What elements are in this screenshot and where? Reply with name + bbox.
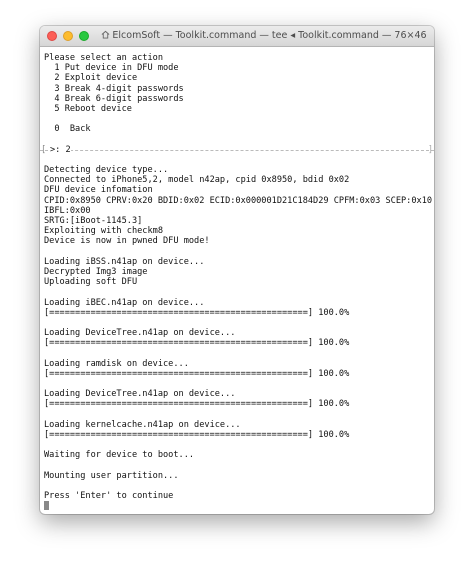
press-enter-line: Press 'Enter' to continue [44, 491, 174, 502]
menu-option-1: 1 Put device in DFU mode [44, 63, 179, 74]
separator-left-mark: [ [41, 144, 47, 155]
progress-bar: [==================================================] 100.0% [44, 429, 350, 440]
output-line: Connected to iPhone5,2, model n42ap, cpid 0x8950, bdid 0x02 [44, 175, 350, 186]
window-title-container [100, 26, 428, 46]
input-separator [41, 144, 433, 155]
progress-label: Loading iBEC.n41ap on device... [44, 297, 205, 308]
window-title: ElcomSoft — Toolkit.command — tee ◂ Toolkit.command — 76×46 [112, 30, 427, 41]
progress-label: Loading ramdisk on device... [44, 358, 189, 369]
menu-option-2: 2 Exploit device [44, 73, 138, 84]
text-cursor [44, 501, 49, 510]
title-bar[interactable] [40, 26, 434, 47]
waiting-line: Waiting for device to boot... [44, 450, 195, 461]
menu-option-3: 3 Break 4-digit passwords [44, 83, 184, 94]
zoom-button[interactable] [79, 31, 89, 41]
home-folder-icon [101, 30, 110, 39]
progress-bar: [==================================================] 100.0% [44, 307, 350, 318]
progress-label: Loading DeviceTree.n41ap on device... [44, 389, 236, 400]
minimize-button[interactable] [63, 31, 73, 41]
terminal-window [40, 26, 434, 514]
output-line: Decrypted Img3 image [44, 266, 148, 277]
separator-right-mark: ] [427, 144, 433, 155]
close-button[interactable] [47, 31, 57, 41]
progress-bar: [==================================================] 100.0% [44, 368, 350, 379]
output-line: DFU device infomation [44, 185, 153, 196]
mounting-line: Mounting user partition... [44, 470, 179, 481]
output-line: Device is now in pwned DFU mode! [44, 236, 210, 247]
output-line: Exploiting with checkm8 [44, 226, 163, 237]
output-line: IBFL:0x00 [44, 205, 91, 216]
progress-label: Loading DeviceTree.n41ap on device... [44, 328, 236, 339]
menu-option-4: 4 Break 6-digit passwords [44, 93, 184, 104]
user-input: >: 2 [50, 144, 71, 155]
output-line: Loading iBSS.n41ap on device... [44, 256, 205, 267]
progress-label: Loading kernelcache.n41ap on device... [44, 419, 241, 430]
terminal-output[interactable] [41, 53, 433, 514]
progress-bar: [==================================================] 100.0% [44, 399, 350, 410]
menu-option-5: 5 Reboot device [44, 103, 132, 114]
output-line: CPID:0x8950 CPRV:0x20 BDID:0x02 ECID:0x000001D21C184D29 CPFM:0x03 SCEP:0x10 [44, 195, 433, 206]
output-line: Uploading soft DFU [44, 277, 138, 288]
output-line: SRTG:[iBoot-1145.3] [44, 216, 143, 226]
menu-header: Please select an action [44, 53, 163, 63]
menu-option-back: 0 Back [44, 124, 91, 135]
progress-bar: [==================================================] 100.0% [44, 338, 350, 349]
output-line: Detecting device type... [44, 165, 169, 176]
